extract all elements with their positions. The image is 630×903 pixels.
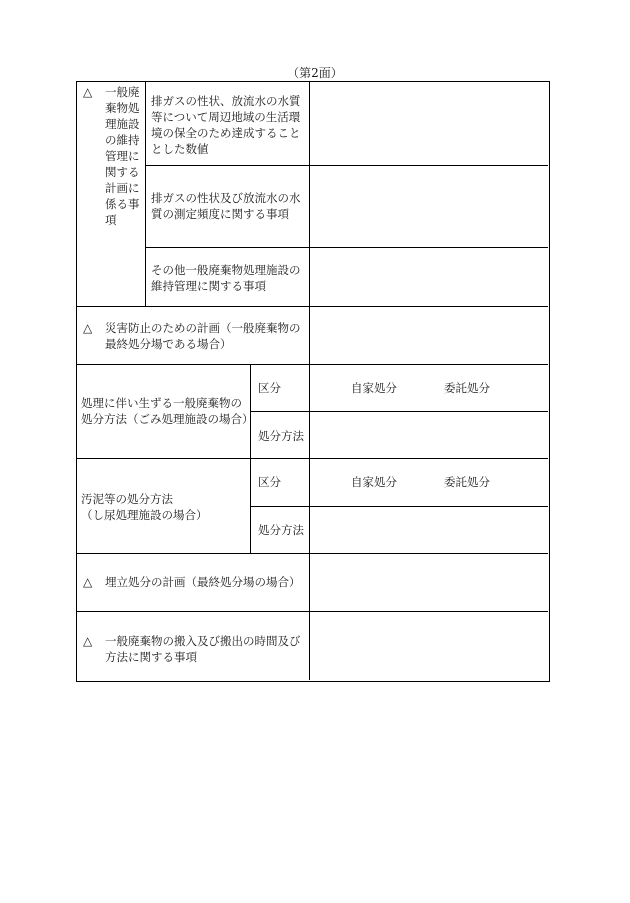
- section3-category-label: 区分: [258, 381, 281, 395]
- section4-method-label: 処分方法: [258, 523, 304, 537]
- section3-option-consign: 委託処分: [444, 381, 490, 395]
- application-form-table: [76, 81, 550, 682]
- section3-disposal-method: 処理に伴い生ずる一般廃棄物の 処分方法（ごみ処理施設の場合）: [81, 396, 254, 426]
- section3-method-label: 処分方法: [258, 429, 304, 443]
- page-label: （第2面）: [287, 66, 343, 80]
- section1-item-emission-values: 排ガスの性状、放流水の水質 等について周辺地域の生活環 境の保全のため達成すること とした数値: [151, 94, 301, 156]
- section5-landfill-plan: 埋立処分の計画（最終処分場の場合）: [105, 575, 301, 589]
- divider: [77, 553, 548, 554]
- section1-item-other-maintenance: その他一般廃棄物処理施設の 維持管理に関する事項: [151, 263, 301, 293]
- divider: [145, 165, 548, 166]
- divider: [77, 458, 548, 459]
- triangle-mark: △: [83, 575, 93, 589]
- divider: [145, 82, 146, 306]
- divider: [77, 364, 548, 365]
- triangle-mark: △: [83, 634, 93, 648]
- section4-sludge-disposal: 汚泥等の処分方法 （し尿処理施設の場合）: [81, 492, 208, 522]
- triangle-mark: △: [83, 85, 93, 99]
- divider: [77, 306, 548, 307]
- section4-option-consign: 委託処分: [444, 475, 490, 489]
- section2-disaster-prevention: 災害防止のための計画（一般廃棄物の 最終処分場である場合）: [105, 321, 301, 351]
- divider: [250, 506, 548, 507]
- section3-option-self: 自家処分: [351, 381, 397, 395]
- section4-category-label: 区分: [258, 475, 281, 489]
- divider: [250, 411, 548, 412]
- divider: [309, 82, 310, 680]
- triangle-mark: △: [83, 321, 93, 335]
- divider: [77, 611, 548, 612]
- section1-label: 一般廃 棄物処 理施設 の維持 管理に 関する 計画に 係る事 項: [105, 85, 140, 227]
- section1-item-measurement-frequency: 排ガスの性状及び放流水の水 質の測定頻度に関する事項: [151, 191, 301, 221]
- divider: [145, 247, 548, 248]
- section6-transport-schedule: 一般廃棄物の搬入及び搬出の時間及び 方法に関する事項: [105, 634, 301, 664]
- section4-option-self: 自家処分: [351, 475, 397, 489]
